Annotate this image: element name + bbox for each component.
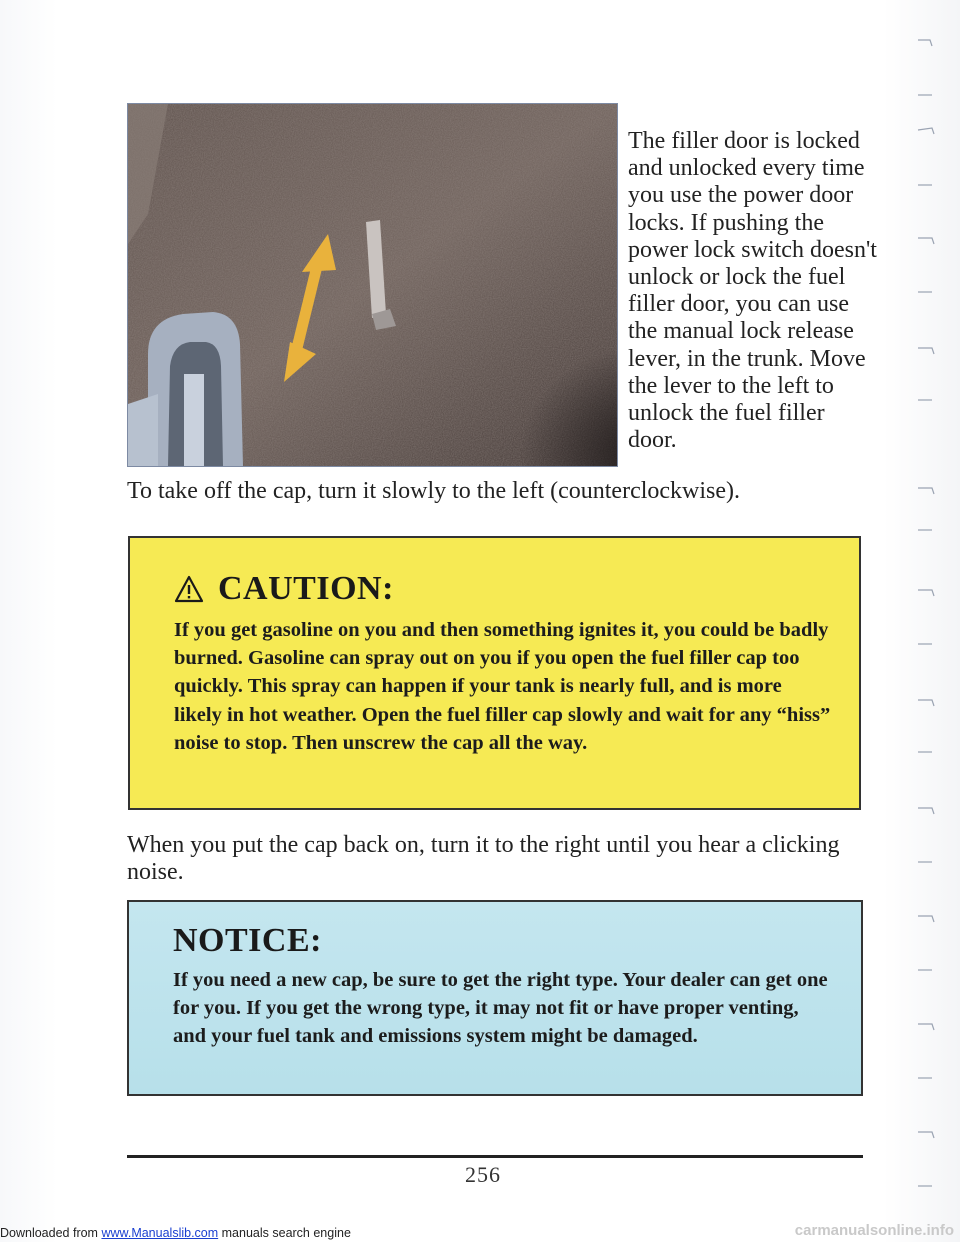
caution-heading [174,570,394,608]
fuel-filler-lever-photo [127,103,618,467]
cap-removal-instruction: To take off the cap, turn it slowly to the left (counterclockwise). [127,478,741,504]
caution-box [128,536,861,810]
filler-door-description: The filler door is locked and unlocked every time you use the power door locks. If pushing the power lock switch doesn't unlock or lock the fuel filler door, you can use the manual lock release lever, in the trunk. Move the lever to the left to unlock the fuel filler door. [628,128,877,454]
notice-title: NOTICE: [173,922,322,959]
warning-triangle-icon [174,575,204,603]
page-number: 256 [465,1162,501,1187]
notice-text: If you need a new cap, be sure to get the right type. Your dealer can get one for you. If you get the wrong type, it may not fit or have proper venting, and your fuel tank and emissions system might be damaged. [173,969,828,1048]
download-banner [0,1226,351,1240]
manualslib-link[interactable]: www.Manualslib.com [101,1226,219,1240]
download-prefix: Downloaded from [0,1226,102,1240]
notice-box [127,900,863,1096]
download-suffix: manuals search engine [218,1226,351,1240]
footer-rule [127,1155,863,1158]
binding-edge-marks [898,0,960,1242]
cap-installation-instruction: When you put the cap back on, turn it to the right until you hear a clicking noise. [127,832,840,885]
caution-title: CAUTION: [218,570,394,607]
site-watermark: carmanualsonline.info [794,1222,954,1239]
caution-text: If you get gasoline on you and then something ignites it, you could be badly burned. Gasoline can spray out on you if you open the fuel filler cap too quickly. This spray can happen if your tank is nearly full, and is more likely in hot weather. Open the fuel filler cap slowly and wait for any “hiss” noise to stop. Then unscrew the cap all the way. [174,619,831,754]
